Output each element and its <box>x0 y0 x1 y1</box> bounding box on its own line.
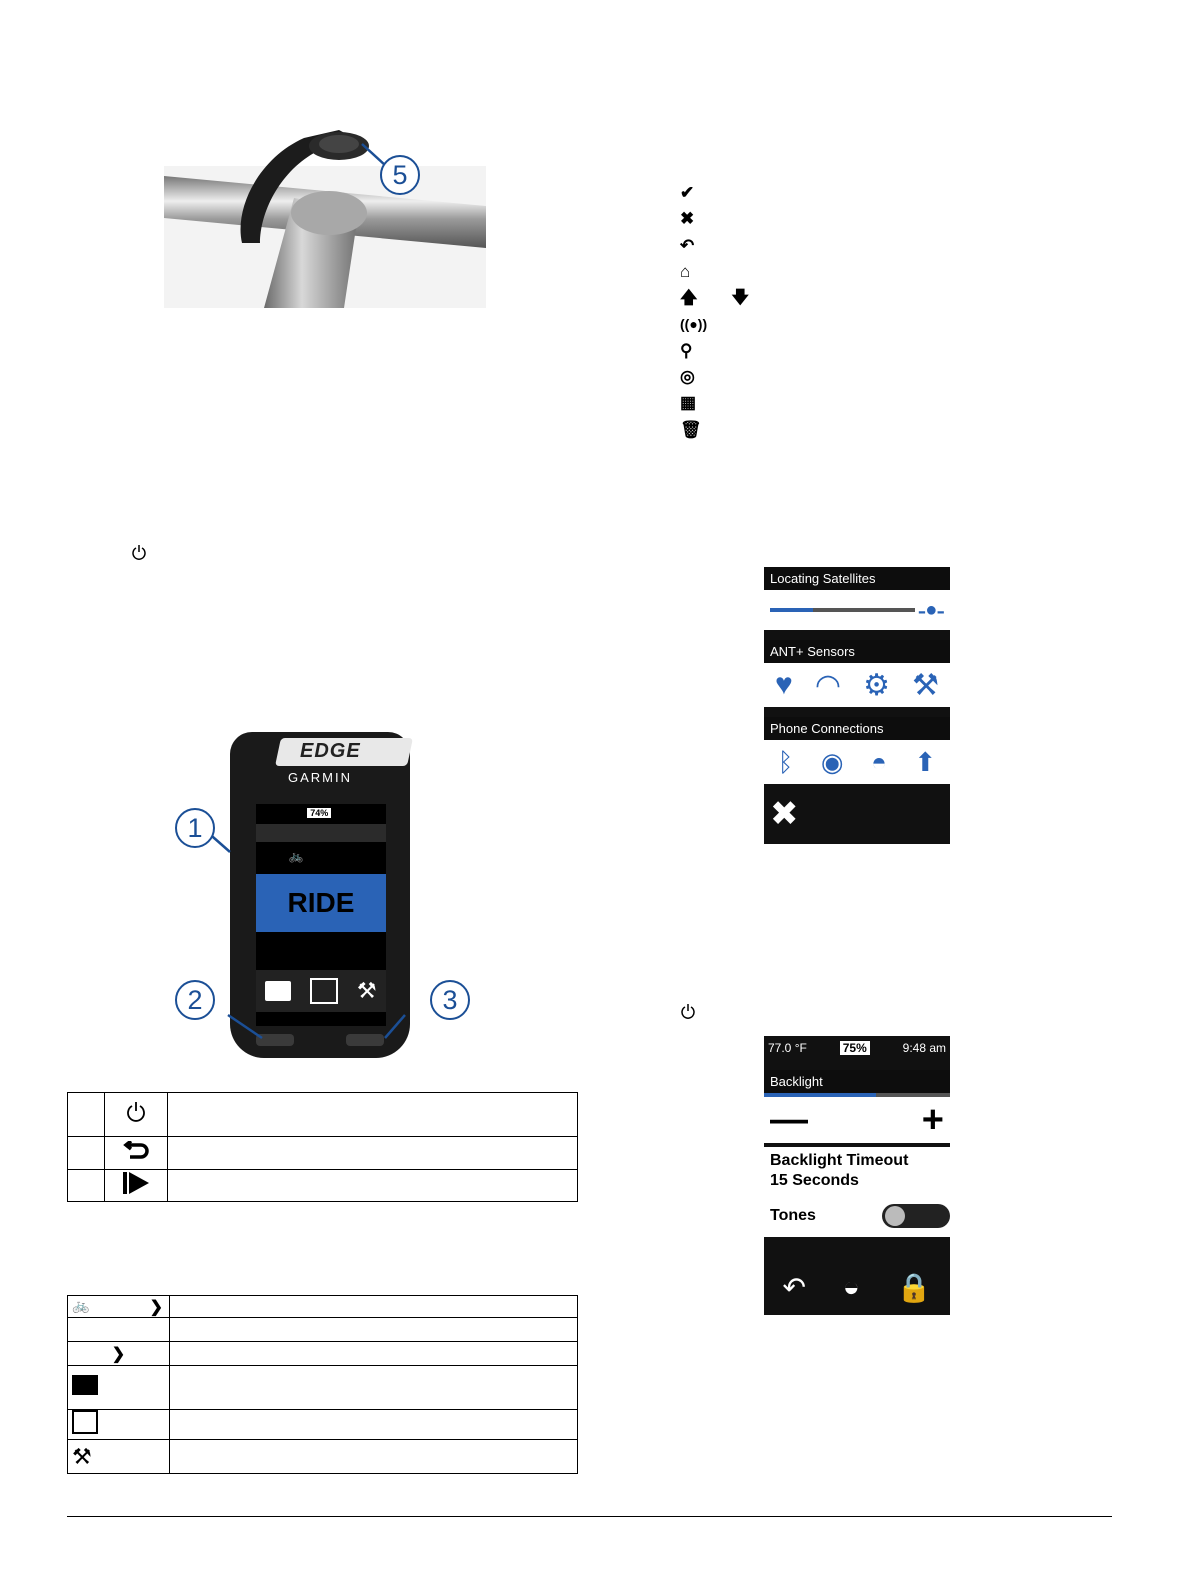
bike-mount-illustration <box>164 118 486 308</box>
callout-3: 3 <box>430 980 470 1020</box>
ride-button[interactable]: RIDE <box>256 874 386 932</box>
callout-5: 5 <box>380 155 420 195</box>
start-stop-icon <box>121 1171 151 1195</box>
profile-prev-button[interactable]: ❮ <box>262 849 273 863</box>
bluetooth-icon[interactable]: ᛒ <box>777 746 794 777</box>
device-screen <box>256 804 386 1026</box>
lap-icon <box>121 1141 151 1161</box>
tones-toggle[interactable] <box>882 1204 950 1228</box>
button-key-table <box>67 1092 578 1202</box>
home-icon: ⌂ <box>680 261 691 281</box>
table-row <box>68 1440 578 1474</box>
device-brand: GARMIN <box>288 770 352 785</box>
live-track-icon[interactable]: ◉ <box>820 746 844 777</box>
increase-button[interactable]: + <box>921 1098 944 1141</box>
status-battery: 74% <box>307 808 331 818</box>
icon-list <box>680 180 749 443</box>
profile-next-button[interactable]: ❯ <box>369 849 380 863</box>
folder-icon <box>72 1375 98 1395</box>
device-band-text: EDGE <box>300 740 361 762</box>
up-arrow-icon: 🡅 <box>680 288 698 308</box>
gps-icon: ˗●˗ <box>918 598 944 621</box>
map-icon <box>72 1410 98 1434</box>
status-time: 9:48 am <box>902 1041 946 1055</box>
chevron-right-icon: ❯ <box>68 1342 170 1366</box>
table-row <box>68 1296 578 1318</box>
power-meter-icon[interactable]: ⚒ <box>912 668 939 702</box>
profile-label: Bike 1 <box>320 849 354 863</box>
section-title-phone: Phone Connections <box>764 717 950 740</box>
status-temp: 77.0 °F <box>768 1041 807 1055</box>
chevron-right-icon: ❯ <box>149 1298 163 1316</box>
speed-sensor-icon[interactable]: ◠ <box>814 668 842 702</box>
callout-lines-2-3 <box>210 1000 430 1045</box>
section-title-sensors: ANT+ Sensors <box>764 640 950 663</box>
decrease-button[interactable]: — <box>770 1098 808 1141</box>
table-row <box>68 1342 578 1366</box>
activity-next-button[interactable]: ❯ <box>369 945 380 959</box>
activity-label: Road <box>306 945 336 959</box>
back-button[interactable]: ↶ <box>782 1271 806 1303</box>
heart-rate-icon[interactable]: ♥ <box>775 668 793 701</box>
bike-icon: 🚲 <box>72 1296 90 1313</box>
home-key-table <box>67 1295 578 1474</box>
search-icon: ⚲ <box>680 340 693 360</box>
section-title-satellites: Locating Satellites <box>764 567 950 590</box>
brightness-icon[interactable]: ◒ <box>842 1271 860 1302</box>
cross-icon: ✖ <box>680 209 695 229</box>
backlight-screen <box>764 1036 950 1315</box>
tones-item[interactable] <box>764 1195 950 1237</box>
table-row <box>68 1410 578 1440</box>
table-row <box>68 1137 578 1170</box>
upload-icon[interactable]: ⬆ <box>914 746 937 777</box>
status-temp: 73.4 °F <box>259 808 289 818</box>
tones-label: Tones <box>770 1207 816 1224</box>
timeout-value: 15 Seconds <box>770 1172 859 1189</box>
back-icon: ↶ <box>680 235 695 255</box>
target-icon: ◎ <box>680 367 695 387</box>
activity-prev-button[interactable]: ❮ <box>262 945 273 959</box>
table-row <box>68 1366 578 1410</box>
footer-rule <box>67 1516 1112 1517</box>
bike-icon: 🚲 <box>288 849 304 863</box>
cadence-sensor-icon[interactable]: ⚙ <box>863 668 891 702</box>
callout-2: 2 <box>175 980 215 1020</box>
tools-icon: ⚒ <box>68 1440 170 1474</box>
status-time: 2:40 pm <box>350 808 383 818</box>
tools-icon[interactable]: ⚒ <box>356 978 377 1003</box>
timeout-label: Backlight Timeout <box>770 1152 909 1169</box>
table-row <box>68 1170 578 1202</box>
close-button[interactable]: ✖ <box>770 795 799 833</box>
weather-icon[interactable]: ◓ <box>871 746 887 777</box>
power-icon <box>680 1003 696 1020</box>
satellite-progress-bar <box>770 608 813 612</box>
wireless-icon: ((●)) <box>680 316 708 333</box>
down-arrow-icon: 🡇 <box>731 288 749 308</box>
map-grid-icon: ▦ <box>680 393 697 413</box>
status-screen <box>764 567 950 844</box>
backlight-timeout-item[interactable] <box>764 1147 950 1195</box>
trash-icon: 🗑 <box>680 419 702 439</box>
callout-1: 1 <box>175 808 215 848</box>
check-icon: ✔ <box>680 183 695 202</box>
backlight-title: Backlight <box>764 1070 950 1093</box>
table-row <box>68 1093 578 1137</box>
table-row <box>68 1318 578 1342</box>
lock-button[interactable]: 🔒 <box>896 1271 932 1303</box>
folder-icon[interactable] <box>265 981 291 1001</box>
power-icon <box>131 544 147 561</box>
power-icon <box>126 1101 146 1123</box>
status-battery: 75% <box>840 1041 870 1055</box>
